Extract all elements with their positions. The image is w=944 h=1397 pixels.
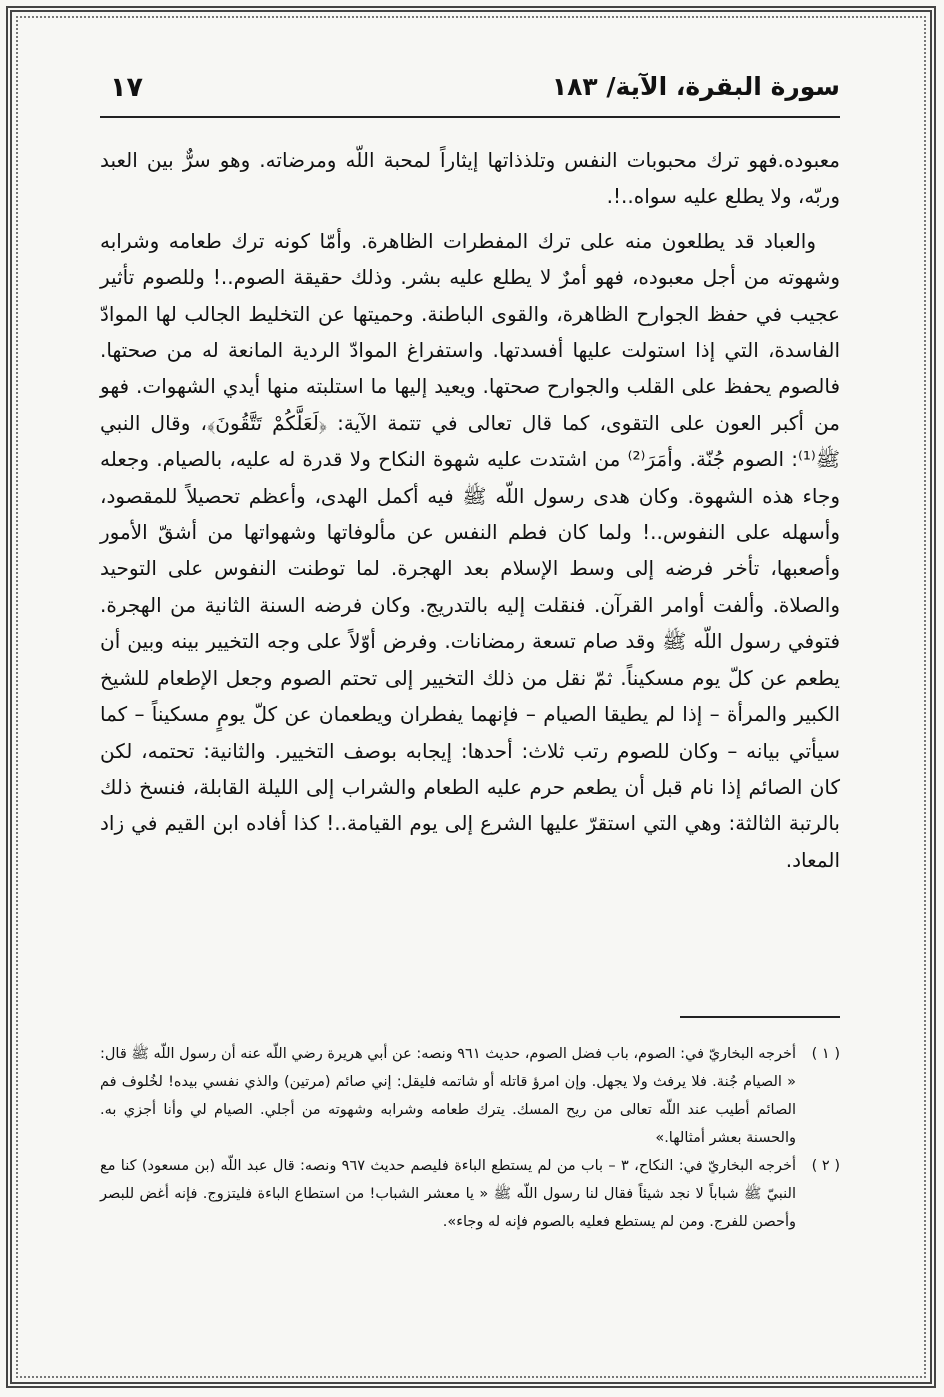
page-header (100, 68, 840, 108)
header-rule (100, 116, 840, 118)
footnote (100, 1152, 840, 1236)
footnote-text: أخرجه البخاريّ في: الصوم، باب فضل الصوم، حديث ٩٦١ ونصه: عن أبي هريرة رضي اللّه عنه أن رسول اللّه ﷺ قال: « الصيام جُنة. فلا يرفث ولا يجهل. وإن امرؤ قاتله أو شاتمه فليقل: إني صائم (مرتين) والذي نفسي بيده! لخُلوف فم الصائم أطيب عند اللّه تعالى من ريح المسك. يترك طعامه وشرابه وشهوته من أجلي. الصيام لي وأنا أجزي به. والحسنة بعشر أمثالها.» (100, 1046, 796, 1146)
footnote (100, 1040, 840, 1152)
main-text (100, 142, 840, 878)
running-title: سورة البقرة، الآية/ ١٨٣ (551, 72, 840, 101)
footnotes (100, 1040, 840, 1236)
footnote-text: أخرجه البخاريّ في: النكاح، ٣ – باب من لم يستطع الباءة فليصم حديث ٩٦٧ ونصه: قال عبد اللّه (بن مسعود) كنا مع النبيّ ﷺ شباباً لا نجد شيئاً فقال لنا رسول اللّه ﷺ « يا معشر الشباب! من استطاع الباءة فليتزوج. فإنه أغض للبصر وأحصن للفرج. ومن لم يستطع فعليه بالصوم فإنه له وجاء». (100, 1158, 796, 1230)
footnote-marker: ( ٢ ) (811, 1158, 840, 1174)
footnote-separator (680, 1016, 840, 1018)
paragraph: معبوده.فهو ترك محبوبات النفس وتلذذاتها إيثاراً لمحبة اللّه ومرضاته. وهو سرٌّ بين العبد وربّه، ولا يطلع عليه سواه..!. (100, 148, 840, 209)
footnote-marker: ( ١ ) (811, 1046, 840, 1062)
page-number: ١٧ (110, 72, 143, 103)
paragraph: والعباد قد يطلعون منه على ترك المفطرات الظاهرة. وأمّا كونه ترك طعامه وشرابه وشهوته من أجل معبوده، فهو أمرٌ لا يطلع عليه بشر. وذلك حقيقة الصوم..! وللصوم تأثير عجيب في حفظ الجوارح الظاهرة، والقوى الباطنة. وحميتها عن التخليط الجالب لها الموادّ الفاسدة، التي إذا استولت عليها أفسدتها. واستفراغ الموادّ الردية المانعة له من صحتها. فالصوم يحفظ على القلب والجوارح صحتها. ويعيد إليها ما استلبته منها أيدي الشهوات. فهو من أكبر العون على التقوى، كما قال تعالى في تتمة الآية: ﴿لَعَلَّكُمْ تَتَّقُونَ﴾، وقال النبي ﷺ⁽¹⁾: الصوم جُنّة. وأمَرَ⁽²⁾ من اشتدت عليه شهوة النكاح ولا قدرة له عليه، بالصيام. وجعله وجاء هذه الشهوة. وكان هدى رسول اللّه ﷺ فيه أكمل الهدى، وأعظم تحصيلاً للمقصود، وأسهله على النفوس..! ولما كان فطم النفس عن مألوفاتها وشهواتها من أشقّ الأمور وأصعبها، تأخر فرضه إلى وسط الإسلام بعد الهجرة. لما توطنت النفوس على التوحيد والصلاة. وألفت أوامر القرآن. فنقلت إليه بالتدريج. وكان فرضه السنة الثانية من الهجرة. فتوفي رسول اللّه ﷺ وقد صام تسعة رمضانات. وفرض أوّلاً على وجه التخيير بينه وبين أن يطعم عن كلّ يوم مسكيناً. ثمّ نقل من ذلك التخيير إلى تحتم الصوم وجعل الإطعام للشيخ الكبير والمرأة – إذا لم يطيقا الصيام – فإنهما يفطران ويطعمان عن كلّ يومٍ مسكيناً – كما سيأتي بيانه – وكان للصوم رتب ثلاث: أحدها: إيجابه بوصف التخيير. والثانية: تحتمه، لكن كان الصائم إذا نام قبل أن يطعم حرم عليه الطعام والشراب إلى الليلة القابلة، فنسخ ذلك بالرتبة الثالثة: وهي التي استقرّ عليها الشرع إلى يوم القيامة..! كذا أفاده ابن القيم في زاد المعاد. (100, 228, 840, 872)
